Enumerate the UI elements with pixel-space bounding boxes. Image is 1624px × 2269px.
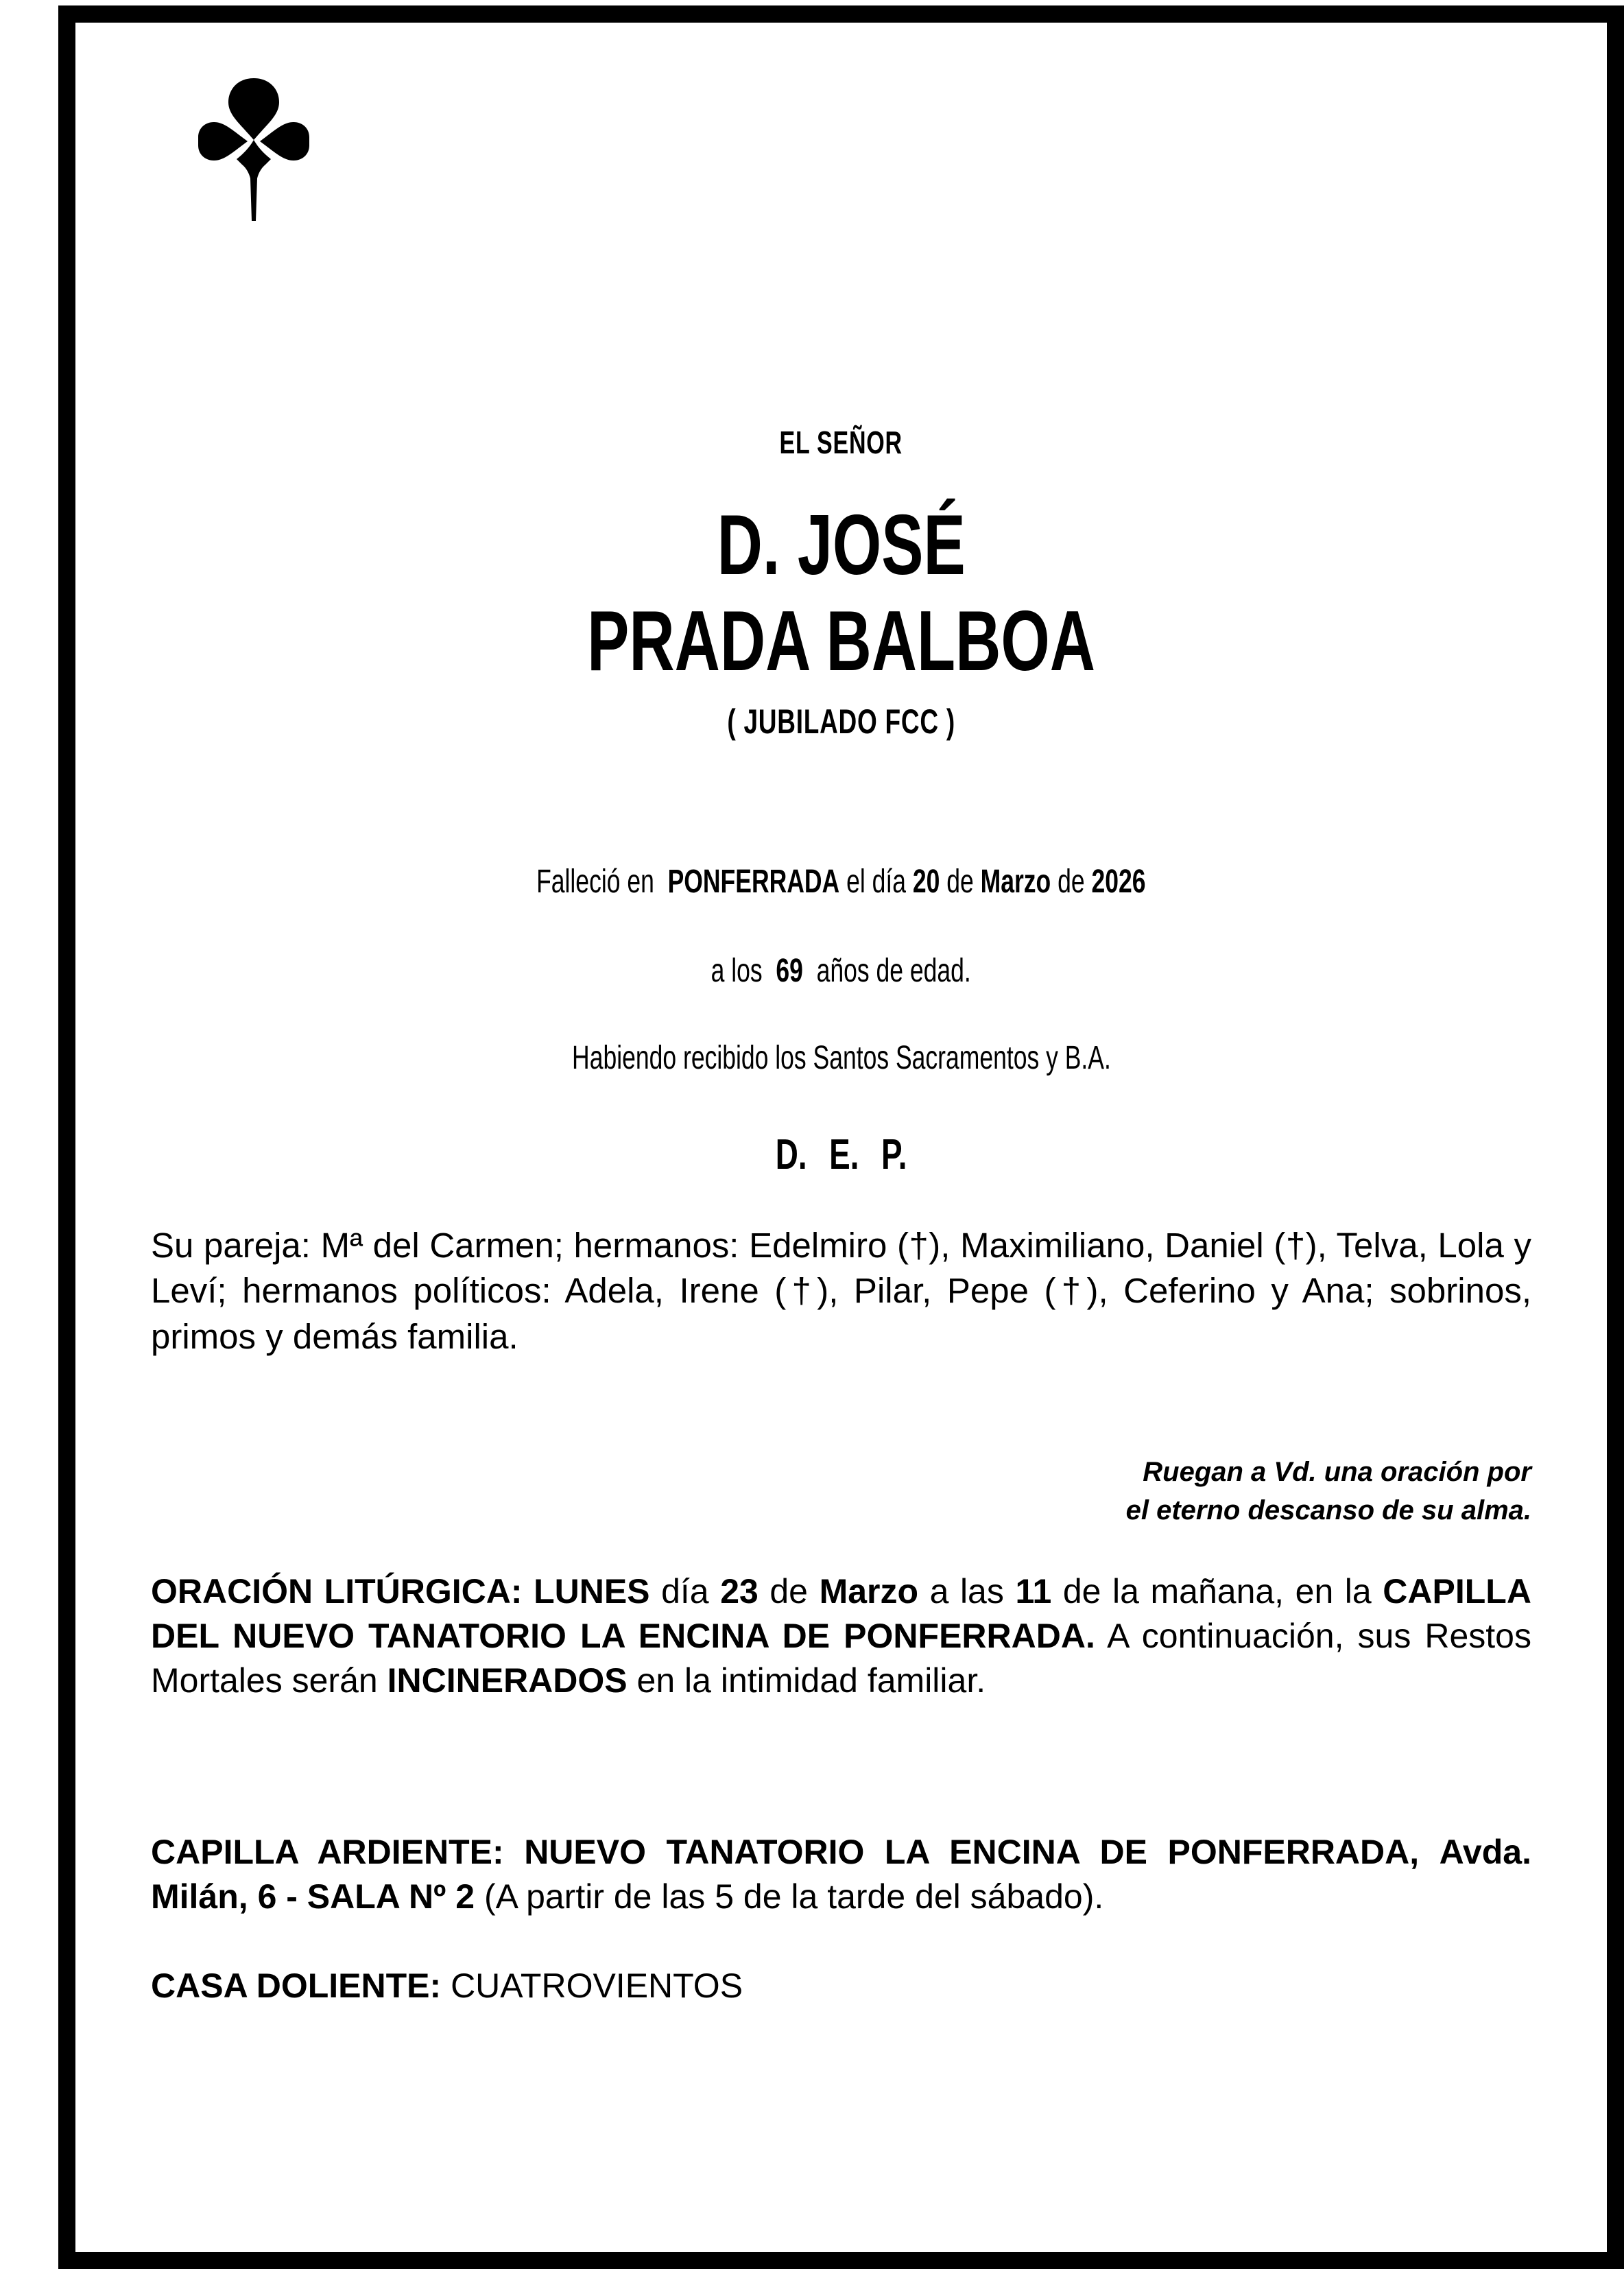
esquela-content: [75, 23, 1607, 2252]
deceased-given-name: D. JOSÉ: [717, 498, 966, 593]
liturgy-month-prefix: de: [769, 1572, 808, 1611]
deceased-subtitle: [75, 702, 1607, 741]
age-line: [75, 952, 1607, 990]
liturgy-disposition: INCINERADOS: [387, 1661, 628, 1700]
death-month: Marzo: [980, 864, 1051, 900]
liturgy-after-1: A continuación, sus Restos Mortales serán: [151, 1617, 1531, 1700]
honorific-label: [75, 424, 1607, 461]
page-border-frame: [58, 5, 1624, 2269]
sacraments-line: [75, 1039, 1607, 1077]
wake-hours: (A partir de las 5 de la tarde del sábado).: [483, 1877, 1104, 1916]
dep-p: P.: [881, 1131, 907, 1178]
liturgy-day: 23: [720, 1572, 759, 1611]
death-year: 2026: [1091, 864, 1146, 900]
mourning-house-paragraph: [151, 1964, 1531, 2008]
liturgy-day-prefix: día: [661, 1572, 709, 1611]
deceased-occupation: ( JUBILADO FCC ): [727, 702, 955, 741]
age-value: 69: [776, 953, 804, 989]
liturgy-paragraph: [151, 1569, 1531, 1703]
surviving-family-paragraph: [151, 1223, 1531, 1359]
age-suffix: años de edad.: [816, 953, 972, 989]
month-prefix: de: [946, 864, 974, 900]
deceased-name-line-2: [75, 594, 1607, 689]
deceased-surnames: PRADA BALBOA: [587, 594, 1095, 689]
liturgy-venue-prefix: en la: [1295, 1572, 1372, 1611]
death-day: 20: [913, 864, 940, 900]
age-text: [711, 952, 971, 990]
year-prefix: de: [1058, 864, 1085, 900]
dep-d: D.: [775, 1131, 807, 1178]
age-prefix: a los: [710, 953, 763, 989]
liturgy-month: Marzo: [819, 1572, 919, 1611]
wake-paragraph: [151, 1830, 1531, 1919]
wake-venue: NUEVO TANATORIO LA ENCINA DE PONFERRADA,: [524, 1833, 1420, 1871]
prayer-request-line-1: Ruegan a Vd. una oración por: [1143, 1457, 1531, 1487]
liturgy-time-suffix: de la mañana,: [1062, 1572, 1285, 1611]
wake-label: CAPILLA ARDIENTE:: [151, 1833, 504, 1871]
liturgy-after-2: en la intimidad familiar.: [636, 1661, 986, 1700]
death-place: PONFERRADA: [667, 864, 840, 900]
dep-line: [75, 1130, 1607, 1179]
dep-e: E.: [829, 1131, 859, 1178]
liturgy-venue: CAPILLA DEL NUEVO TANATORIO LA ENCINA DE PONFERRADA.: [151, 1572, 1531, 1655]
mourning-house-value: CUATROVIENTOS: [451, 1967, 743, 2005]
death-place-date-text: [536, 863, 1145, 901]
sacraments-text: Habiendo recibido los Santos Sacramentos y B.A.: [571, 1040, 1111, 1076]
honorific-text: EL SEÑOR: [779, 425, 903, 460]
page-inner-area: [75, 23, 1607, 2252]
liturgy-time-prefix: a las: [929, 1572, 1004, 1611]
cross-of-saint-james-icon: [189, 74, 319, 225]
surviving-family-text: Su pareja: Mª del Carmen; hermanos: Edelmiro (†), Maximiliano, Daniel (†), Telva, Lola y Leví; hermanos políticos: Adela, Irene (†), Pilar, Pepe (†), Ceferino y Ana; sobrinos, primos y demás familia.: [151, 1226, 1531, 1356]
day-prefix: el día: [846, 864, 907, 900]
wake-address: Avda. Milán, 6 - SALA Nº 2: [151, 1833, 1531, 1916]
died-prefix: Falleció en: [536, 864, 655, 900]
prayer-request-block: [914, 1453, 1531, 1530]
death-place-date-line: [75, 863, 1607, 901]
liturgy-label: ORACIÓN LITÚRGICA:: [151, 1572, 523, 1611]
deceased-name-line-1: [75, 498, 1607, 593]
liturgy-weekday: LUNES: [534, 1572, 650, 1611]
liturgy-time: 11: [1015, 1572, 1052, 1611]
mourning-house-label: CASA DOLIENTE:: [151, 1967, 442, 2005]
dep-text: [776, 1130, 907, 1179]
prayer-request-line-2: el eterno descanso de su alma.: [1125, 1495, 1531, 1525]
